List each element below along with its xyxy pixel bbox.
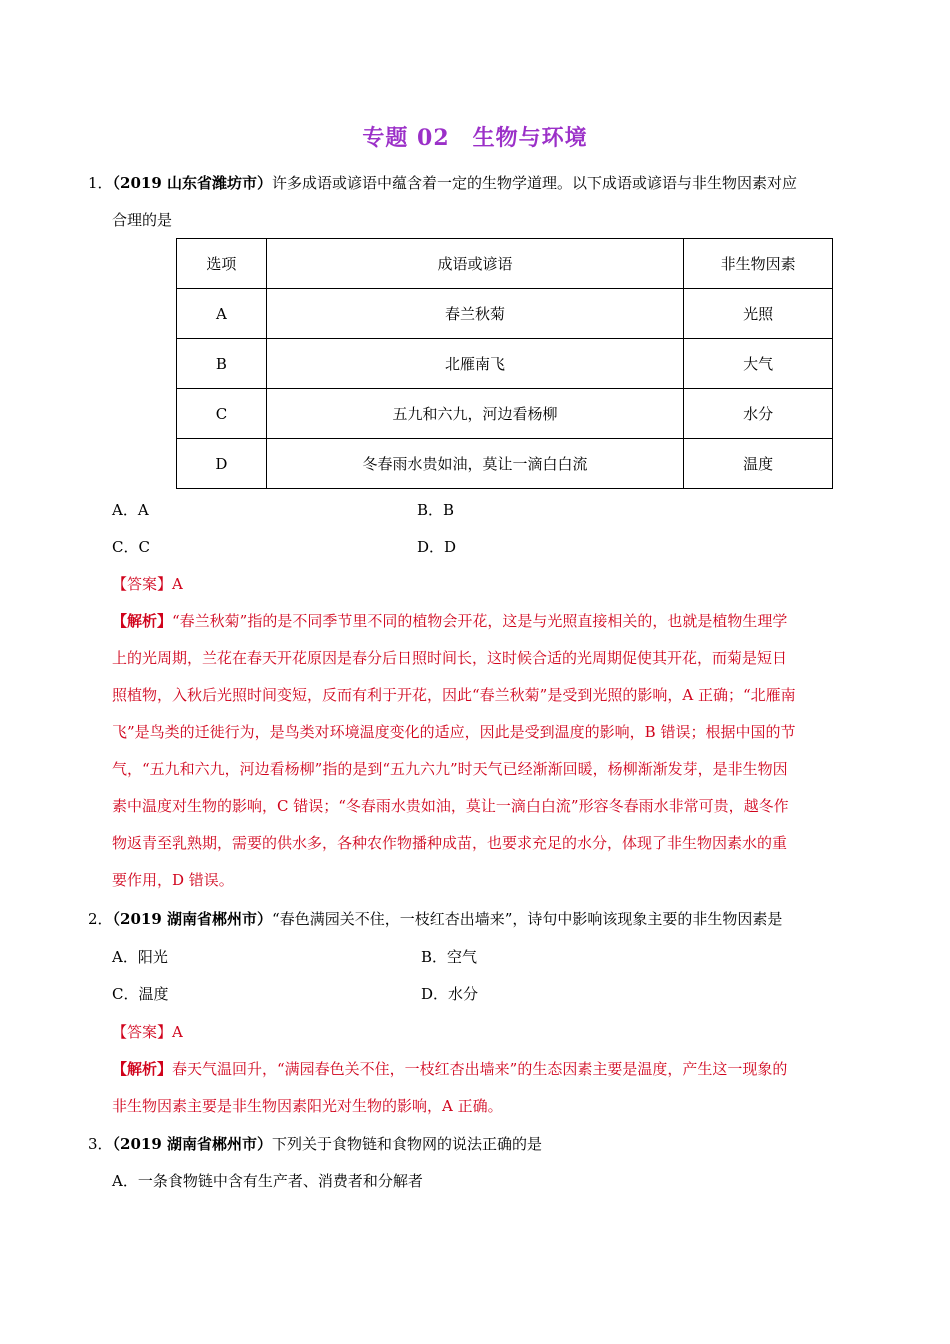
question-number: 3． bbox=[88, 1135, 113, 1153]
analysis-line: 物返青至乳熟期，需要的供水多，各种农作物播种成苗，也要求充足的水分，体现了非生物因素水的重 bbox=[112, 834, 788, 852]
analysis-line: 【解析】春天气温回升，“满园春色关不住，一枝红杏出墙来”的生态因素主要是温度，产生这一现象的 bbox=[112, 1060, 788, 1078]
question-source: （2019 湖南省郴州市） bbox=[112, 1135, 273, 1153]
table-cell: B bbox=[177, 339, 267, 389]
table-cell: 冬春雨水贵如油，莫让一滴白白流 bbox=[266, 439, 683, 489]
table-cell: 大气 bbox=[684, 339, 833, 389]
option-b: B．B bbox=[417, 501, 455, 519]
option-d: D．D bbox=[417, 538, 457, 556]
analysis-line: 非生物因素主要是非生物因素阳光对生物的影响，A 正确。 bbox=[112, 1097, 503, 1115]
analysis-line: 素中温度对生物的影响，C 错误；“冬春雨水贵如油，莫让一滴白白流”形容冬春雨水非常可贵，越冬作 bbox=[112, 797, 789, 815]
table-cell: 光照 bbox=[684, 289, 833, 339]
option-b: B．空气 bbox=[421, 948, 478, 966]
question-source: （2019 湖南省郴州市） bbox=[112, 910, 273, 928]
table-row bbox=[177, 289, 833, 339]
answer: 【答案】A bbox=[112, 575, 183, 593]
question-stem: “春色满园关不住，一枝红杏出墙来”，诗句中影响该现象主要的非生物因素是 bbox=[272, 910, 783, 928]
analysis-line: 上的光周期，兰花在春天开花原因是春分后日照时间长，这时候合适的光周期促使其开花，而菊是短日 bbox=[112, 649, 788, 667]
table-cell: 北雁南飞 bbox=[266, 339, 683, 389]
analysis-line: 要作用，D 错误。 bbox=[112, 871, 234, 889]
option-c: C．温度 bbox=[112, 985, 169, 1003]
question-number: 1． bbox=[88, 174, 113, 192]
analysis-line: 飞”是鸟类的迁徙行为，是鸟类对环境温度变化的适应，因此是受到温度的影响，B 错误；根据中国的节 bbox=[112, 723, 796, 741]
question-1-stem-line2: 合理的是 bbox=[112, 211, 173, 229]
analysis-label: 【解析】 bbox=[112, 1060, 173, 1078]
analysis-line: 气，“五九和六九，河边看杨柳”指的是到“五九六九”时天气已经渐渐回暖，杨柳渐渐发芽，是非生物因 bbox=[112, 760, 788, 778]
question-3-stem bbox=[88, 1134, 542, 1154]
question-source: （2019 山东省潍坊市） bbox=[112, 174, 273, 192]
analysis-line: 照植物，入秋后光照时间变短，反而有利于开花，因此“春兰秋菊”是受到光照的影响，A 正确；“北雁南 bbox=[112, 686, 796, 704]
question-1-stem-line1 bbox=[88, 173, 797, 193]
table-header-cell: 选项 bbox=[177, 239, 267, 289]
question-2-stem bbox=[88, 909, 782, 929]
table-cell: 温度 bbox=[684, 439, 833, 489]
question-stem: 下列关于食物链和食物网的说法正确的是 bbox=[272, 1135, 543, 1153]
page-title: 专题 02 生物与环境 bbox=[362, 125, 588, 151]
question-stem: 许多成语或谚语中蕴含着一定的生物学道理。以下成语或谚语与非生物因素对应 bbox=[272, 174, 798, 192]
table-cell: C bbox=[177, 389, 267, 439]
table-row bbox=[177, 339, 833, 389]
table-header-row bbox=[177, 239, 833, 289]
table-cell: 春兰秋菊 bbox=[266, 289, 683, 339]
option-c: C．C bbox=[112, 538, 150, 556]
option-a: A．A bbox=[112, 501, 149, 519]
table-row bbox=[177, 439, 833, 489]
option-a: A．一条食物链中含有生产者、消费者和分解者 bbox=[112, 1172, 423, 1190]
answer: 【答案】A bbox=[112, 1023, 183, 1041]
table-cell: 水分 bbox=[684, 389, 833, 439]
table-row bbox=[177, 389, 833, 439]
option-a: A．阳光 bbox=[112, 948, 168, 966]
question-1-table bbox=[176, 238, 833, 489]
table-header-cell: 非生物因素 bbox=[684, 239, 833, 289]
analysis-label: 【解析】 bbox=[112, 612, 173, 630]
table-cell: 五九和六九，河边看杨柳 bbox=[266, 389, 683, 439]
table-cell: D bbox=[177, 439, 267, 489]
table-cell: A bbox=[177, 289, 267, 339]
analysis-line: 【解析】“春兰秋菊”指的是不同季节里不同的植物会开花，这是与光照直接相关的，也就是植物生理学 bbox=[112, 612, 788, 630]
option-d: D．水分 bbox=[421, 985, 479, 1003]
table-header-cell: 成语或谚语 bbox=[266, 239, 683, 289]
question-number: 2． bbox=[88, 910, 113, 928]
